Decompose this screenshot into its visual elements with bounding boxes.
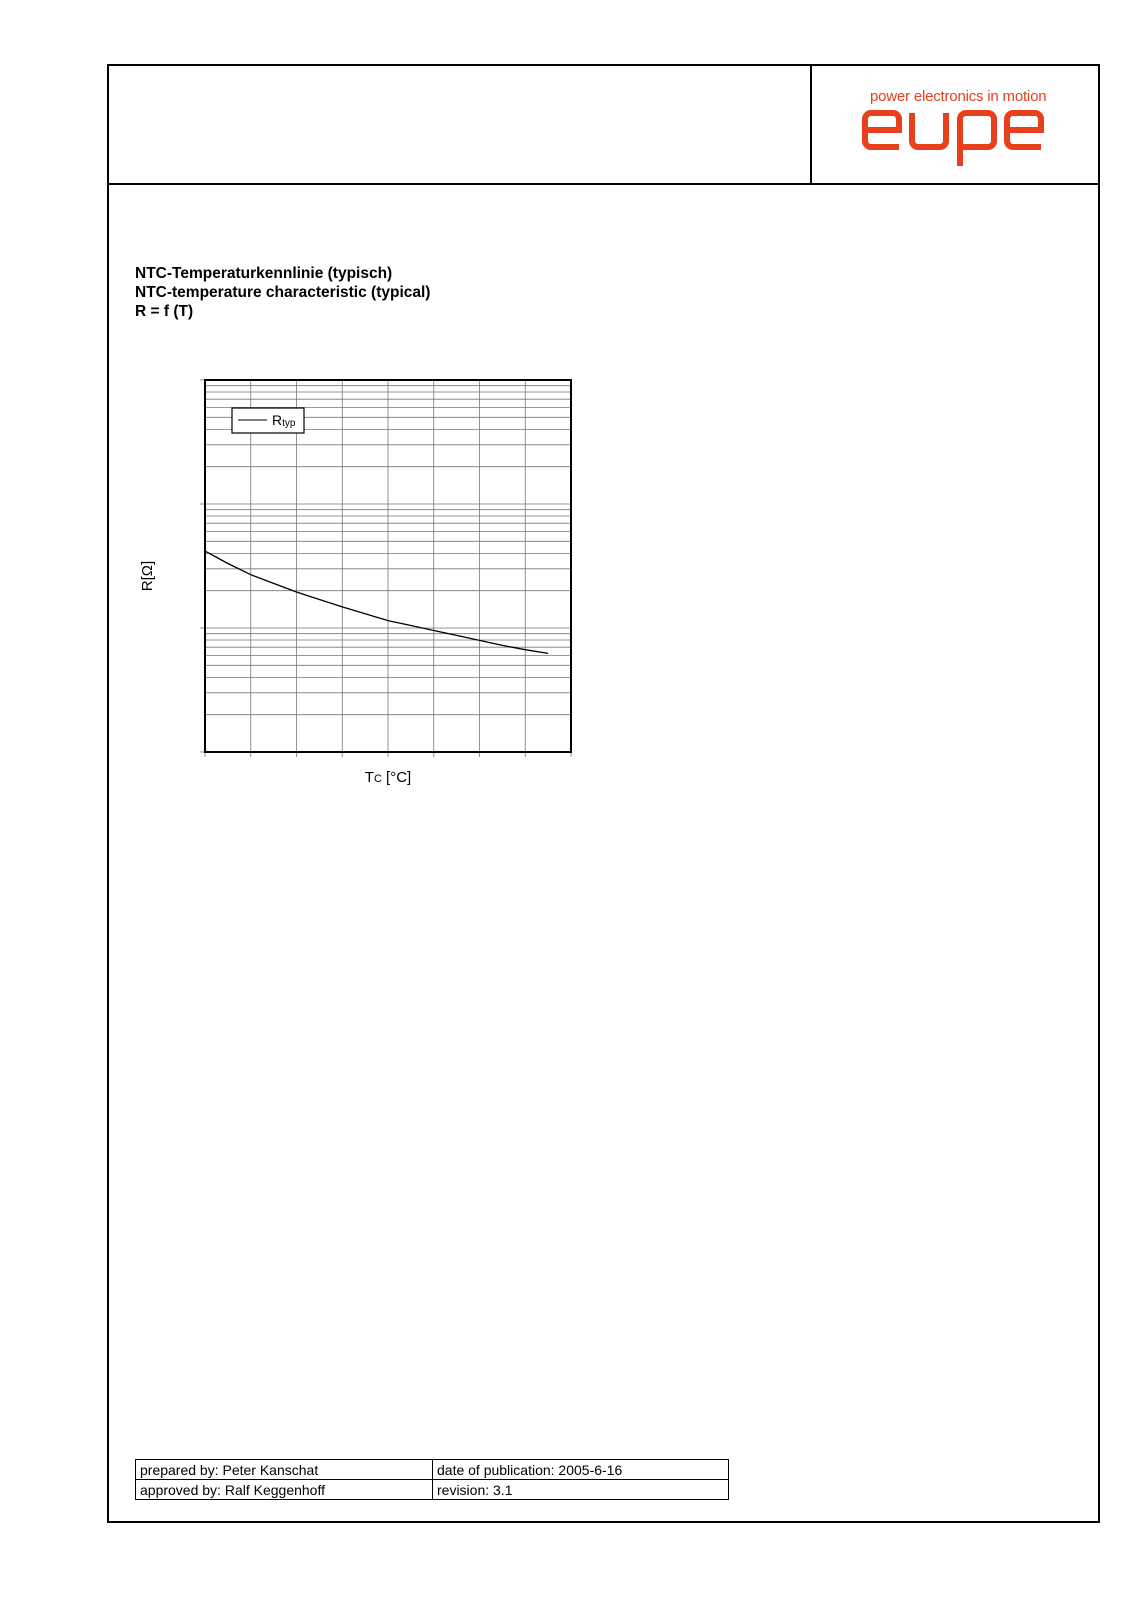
logo-area [812,66,1100,183]
date-of-publication: date of publication: 2005-6-16 [433,1460,729,1480]
title-english: NTC-temperature characteristic (typical) [135,284,431,301]
x-axis-label-sub: C [373,773,382,785]
ntc-chart [130,370,590,805]
footer-row [136,1460,729,1480]
approved-by: approved by: Ralf Keggenhoff [136,1480,433,1500]
x-axis-label-unit: [°C] [381,769,412,786]
legend-label: R [272,412,283,428]
legend [232,408,304,433]
series-line-rtyp [205,551,548,653]
eupec-logo [862,110,1052,180]
header-divider [109,183,1098,185]
tagline: power electronics in motion [870,88,1047,105]
footer-row [136,1480,729,1500]
prepared-by: prepared by: Peter Kanschat [136,1460,433,1480]
legend-label-sub: typ [282,418,296,429]
chart-svg [130,370,590,800]
chart-titles [135,264,430,321]
chart-grid [200,380,571,757]
title-german: NTC-Temperaturkennlinie (typisch) [135,265,393,282]
footer-table [135,1459,729,1500]
svg-text:TC [°C] [365,769,411,786]
revision: revision: 3.1 [433,1480,729,1500]
y-axis-label: R[Ω] [139,560,156,592]
x-axis-label: T [364,769,374,786]
title-formula: R = f (T) [135,303,194,320]
